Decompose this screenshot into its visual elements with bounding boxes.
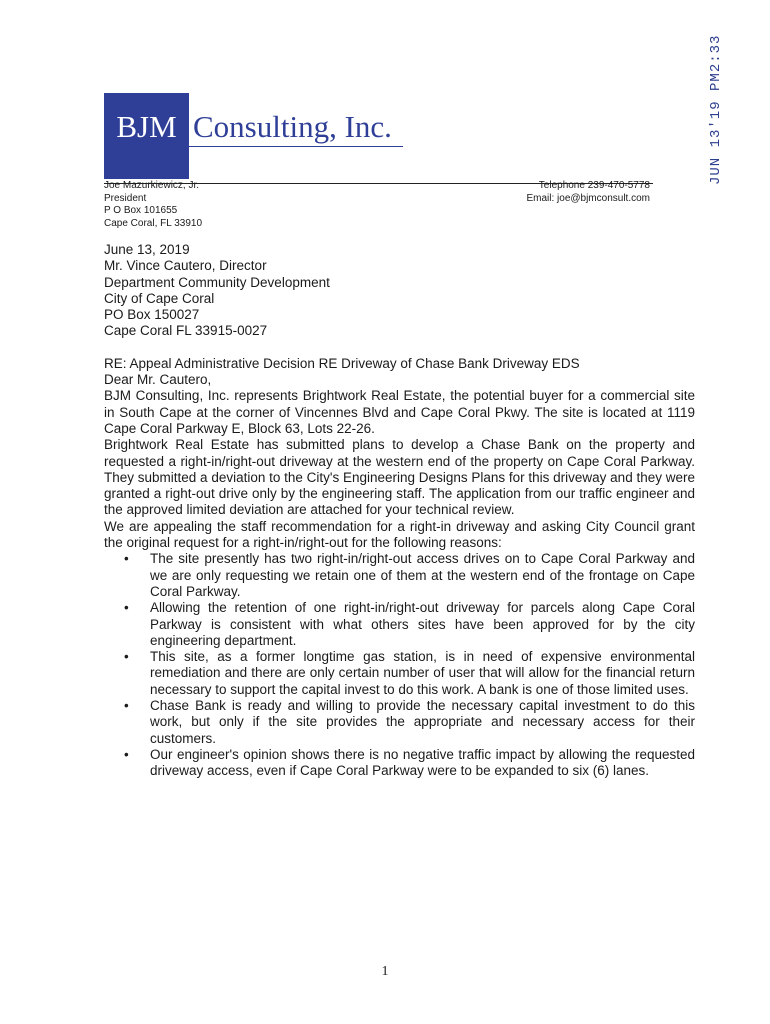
recipient-address [104, 258, 695, 339]
list-item [124, 649, 695, 698]
body-paragraph: Brightwork Real Estate has submitted plans to develop a Chase Bank on the property and requested a right-in/right-out driveway at the western end of the property on Cape Coral Parkway. They submitted a deviation to the City's Engineering Designs Plans for this driveway and they were granted a right-out drive only by the engineering staff. The application from our traffic engineer and the approved limited deviation are attached for your technical review. [104, 437, 695, 518]
reason-text: The site presently has two right-in/right-out access drives on to Cape Coral Parkway and we are only requesting we retain one of them at the western end of the frontage on Cape Coral Parkway. [150, 551, 695, 599]
contact-email: Email: joe@bjmconsult.com [526, 192, 650, 204]
contact-telephone: Telephone 239-470-5778 [538, 180, 650, 191]
body-paragraph: We are appealing the staff recommendation for a right-in driveway and asking City Council grant the original request for a right-in/right-out for the following reasons: [104, 518, 695, 551]
recipient-line: City of Cape Coral [104, 290, 215, 306]
recipient-line: Cape Coral FL 33915-0027 [104, 323, 268, 339]
reason-text: Our engineer's opinion shows there is no negative traffic impact by allowing the requested driveway access, even if Cape Coral Parkway were to be expanded to six (6) lanes. [150, 746, 695, 779]
salutation: Dear Mr. Cautero, [104, 372, 212, 388]
company-logo-box [104, 93, 189, 179]
recipient-line: Department Community Development [104, 274, 330, 290]
bullet-icon: • [124, 649, 129, 665]
reasons-list [104, 551, 695, 779]
reason-text: This site, as a former longtime gas station, is in need of expensive environmental remediation and there are only certain number of user that will allow for the financial return necessary to support the capital invest to do this work. A bank is one of those limited uses. [150, 649, 695, 697]
bullet-icon: • [124, 551, 129, 567]
list-item [124, 551, 695, 600]
sender-city: Cape Coral, FL 33910 [104, 217, 203, 229]
logo-box-text: BJM [116, 109, 177, 144]
letter-date: June 13, 2019 [104, 242, 190, 257]
subject-line: RE: Appeal Administrative Decision RE Driveway of Chase Bank Driveway EDS [104, 355, 580, 371]
reason-text: Allowing the retention of one right-in/right-out driveway for parcels along Cape Coral Parkway is consistent with what others sites have been approved for by the city engineering department. [150, 600, 695, 648]
sender-block [104, 180, 202, 230]
letter-body [104, 242, 695, 780]
received-date-stamp: JUN 13'19 PM2:33 [708, 34, 724, 185]
page-number: 1 [381, 964, 389, 979]
sender-name: Joe Mazurkiewicz, Jr. [104, 180, 200, 191]
body-paragraph: BJM Consulting, Inc. represents Brightwork Real Estate, the potential buyer for a commercial site in South Cape at the corner of Vincennes Blvd and Cape Coral Pkwy. The site is located at 1119 Cape Coral Parkway E, Block 63, Lots 22-26. [104, 388, 695, 436]
bullet-icon: • [124, 746, 129, 762]
recipient-line: Mr. Vince Cautero, Director [104, 258, 267, 274]
sender-title: President [104, 192, 147, 204]
reason-text: Chase Bank is ready and willing to provide the necessary capital investment to do this work, but only if the site provides the appropriate and necessary access for their customers. [150, 698, 695, 746]
list-item [124, 600, 695, 649]
bullet-icon: • [124, 600, 129, 616]
list-item [124, 698, 695, 747]
recipient-line: PO Box 150027 [104, 307, 200, 323]
contact-block [526, 180, 650, 205]
sender-po-box: P O Box 101655 [104, 205, 178, 216]
logo-company-name: Consulting, Inc. [193, 109, 392, 144]
bullet-icon: • [124, 698, 129, 714]
list-item [124, 746, 695, 780]
logo-underline [189, 146, 403, 147]
